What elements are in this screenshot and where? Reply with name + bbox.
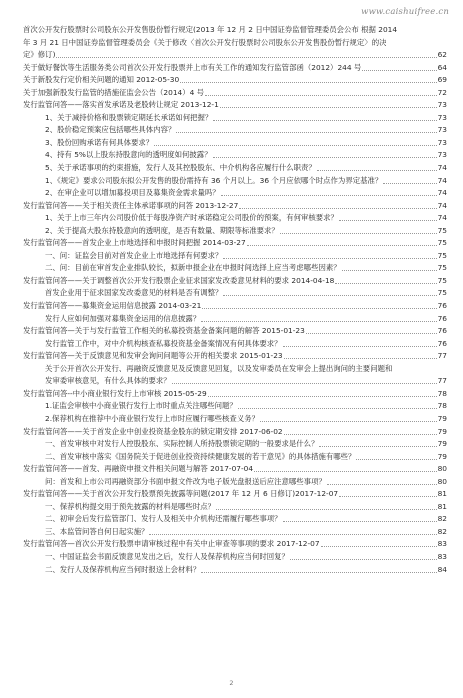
toc-entry-title: 发行监管问答——关于调整首次公开发行股票企业征求国家发改委意见材料的要求 2014-04-18 [23,275,335,285]
toc-dot-leader [335,275,436,284]
toc-entry[interactable] [23,300,447,313]
toc-dot-leader [221,187,437,196]
toc-page-number: 79 [437,439,447,449]
toc-dot-leader [56,49,436,58]
toc-dot-leader [205,87,437,96]
toc-dot-leader [327,476,437,485]
toc-entry-title: 发行监管问答——关于相关责任主体承诺事项的问答 2013-12-27 [23,200,239,210]
toc-page-number: 78 [437,401,447,411]
toc-entry[interactable] [23,237,447,250]
toc-dot-leader [317,162,437,171]
toc-page-number: 80 [437,464,447,474]
toc-entry-title: 2.保荐机构在推荐中小商业银行发行上市时应履行哪些核查义务？ [45,413,259,423]
toc-entry-title: 首发企业用于征求国家发改委意见的材料是否有调整？ [45,288,223,298]
toc-dot-leader [239,200,436,209]
toc-entry[interactable] [23,488,447,501]
toc-page-number: 74 [437,200,447,210]
toc-dot-leader [172,375,437,384]
toc-dot-leader [223,250,436,259]
toc-page-number: 81 [437,501,447,511]
toc-entry-title: 二、首发审核中落实《国务院关于促进创业投资持续健康发展的若干意见》的具体措施有哪些？ [45,451,356,461]
toc-entry[interactable] [23,262,447,275]
toc-entry-title: 发行监管工作中，对中介机构核查私募投资基金备案情况有何具体要求？ [45,338,282,348]
toc-dot-leader [180,74,436,83]
toc-entry-title: 关于加强新股发行监管的措施征监会公告（2014）4 号 [23,87,205,97]
toc-dot-leader [149,526,436,535]
toc-page-number: 84 [437,564,447,574]
toc-page-number: 75 [437,275,447,285]
toc-page-number: 74 [437,175,447,185]
toc-page-number: 80 [437,476,447,486]
toc-page-number: 77 [437,376,447,386]
toc-dot-leader [213,112,436,121]
toc-entry-title: 发行人应如何加强对募集资金运用的信息披露？ [45,313,201,323]
toc-entry-title: 首次公开发行股票时公司股东公开发售股份暂行规定(2013 年 12 月 2 日中国证券监督管理委员会公布 根据 2014 [23,25,398,34]
toc-entry-title: 发行监管问答--中小商业银行发行上市审核 2015-05-29 [23,388,207,398]
toc-entry-title: 一、问：证监会目前对首发企业上市地选择有何要求？ [45,250,223,260]
toc-dot-leader [290,551,437,560]
toc-entry-title: 1、关于减持价格和股票锁定期延长承诺如何把握？ [45,112,213,122]
toc-entry-text-line [23,363,447,376]
toc-entry[interactable] [23,388,447,401]
toc-entry-title: 二、问：目前在审首发企业排队较长，拟新申报企业在申报时间选择上应当考虑哪些因素？ [45,263,341,273]
toc-dot-leader [154,137,436,146]
toc-entry-title: 发行监管问答——关于首发企业中创业投资基金股东的锁定期安排 2017-06-02 [23,426,283,436]
toc-page-number: 75 [437,238,447,248]
toc-entry[interactable] [23,49,447,62]
toc-entry[interactable] [23,325,447,338]
toc-entry-title: 3、股份回购承诺有何具体要求？ [45,137,154,147]
toc-entry[interactable] [23,87,447,100]
toc-entry[interactable] [23,124,447,137]
site-logo: www.caishuifree.cn [361,7,449,17]
toc-entry[interactable] [23,551,447,564]
toc-dot-leader [202,300,436,309]
toc-entry-title: 定》修订) [23,50,56,60]
toc-entry-title: 二、初审会后发行监管部门、发行人及相关中介机构还需履行哪些事项？ [45,514,282,524]
toc-page-number: 74 [437,163,447,173]
page-number: 2 [229,679,234,687]
toc-dot-leader [321,538,437,547]
toc-entry-title: 一、保荐机构提交用于预先披露的材料是哪些时点？ [45,501,215,511]
toc-entry[interactable] [23,162,447,175]
toc-entry[interactable] [23,463,447,476]
toc-dot-leader [362,62,436,71]
toc-dot-leader [223,287,436,296]
toc-entry-title: 2、在审企业可以增加募投项目及募集资金需求量吗？ [45,188,220,198]
toc-dot-leader [339,212,437,221]
toc-dot-leader [254,463,437,472]
toc-entry[interactable] [23,538,447,551]
toc-entry[interactable] [23,451,447,464]
toc-entry[interactable] [23,413,447,426]
toc-page-number: 76 [437,301,447,311]
toc-entry-title: 4、持有 5%以上股东持股意向的透明度如何披露？ [45,150,212,160]
toc-page-number: 73 [437,150,447,160]
toc-entry[interactable] [23,313,447,326]
toc-page-number: 76 [437,313,447,323]
toc-entry[interactable] [23,250,447,263]
toc-entry-title: 关于新股发行定价相关问题的通知 2012-05-30 [23,75,180,85]
toc-dot-leader [284,426,437,435]
toc-page-number: 79 [437,413,447,423]
toc-entry-text-line [23,24,447,37]
toc-entry-title: 发行监管问答——首发企业上市地选择和申报时间把握 2014-03-27 [23,238,246,248]
toc-entry-title: 1.证监会审核中小商业银行发行上市时重点关注哪些问题？ [45,401,237,411]
toc-entry[interactable] [23,99,447,112]
toc-dot-leader [306,325,437,334]
toc-page-number: 82 [437,514,447,524]
toc-entry-title: 2、关于提高大股东持股意向的透明度，是否有数量、期限等标准要求？ [45,225,279,235]
toc-dot-leader [383,175,436,184]
page-header [0,0,463,24]
toc-page-number: 74 [437,188,447,198]
toc-entry[interactable] [23,137,447,150]
toc-page-number: 75 [437,263,447,273]
toc-dot-leader [280,225,437,234]
toc-entry[interactable] [23,74,447,87]
toc-page-number: 77 [437,351,447,361]
toc-entry-title: 发行监管问答——落实首发承诺及老股转让规定 2013-12-1 [23,100,219,110]
toc-dot-leader [216,501,437,510]
toc-dot-leader [260,413,437,422]
toc-entry[interactable] [23,112,447,125]
toc-page-number: 76 [437,326,447,336]
toc-dot-leader [208,388,437,397]
toc-page-number: 73 [437,100,447,110]
toc-dot-leader [201,564,436,573]
toc-dot-leader [339,488,436,497]
table-of-contents [23,24,447,576]
toc-entry-title: 问：首发和上市公司再融资部分书面申报文件改为电子版光盘报送后应注意哪些事项？ [45,476,326,486]
toc-entry[interactable] [23,200,447,213]
toc-dot-leader [201,313,436,322]
toc-dot-leader [283,338,437,347]
toc-entry[interactable] [23,187,447,200]
toc-entry-title: 发行监管问答——首发、再融资申报文件相关问题与解答 2017-07-04 [23,464,254,474]
toc-entry-title: 发行监管问答—首次公开发行股票申请审核过程中有关中止审查等事项的要求 2017-12-07 [23,539,320,549]
toc-entry-title: 一、中国证监会书面反馈意见发出之后，发行人及保荐机构应当何时回复？ [45,551,289,561]
toc-entry[interactable] [23,438,447,451]
toc-entry[interactable] [23,175,447,188]
toc-page-number: 78 [437,388,447,398]
toc-entry[interactable] [23,212,447,225]
toc-entry-title: 二、发行人及保荐机构应当何时报送上会材料？ [45,564,201,574]
toc-page-number: 73 [437,112,447,122]
toc-entry[interactable] [23,501,447,514]
toc-dot-leader [238,400,437,409]
toc-entry-title: 发行监管问答—关于与发行监管工作相关的私募投资基金备案问题的解答 2015-01-23 [23,326,305,336]
toc-entry[interactable] [23,526,447,539]
toc-page-number: 75 [437,288,447,298]
toc-entry-title: 发行监管问答—关于反馈意见和发审会询问问题等公开的相关要求 2015-01-23 [23,351,283,361]
toc-entry[interactable] [23,275,447,288]
toc-page-number: 83 [437,539,447,549]
toc-entry[interactable] [23,375,447,388]
toc-dot-leader [247,237,437,246]
toc-entry-title: 2、股价稳定预案应包括哪些具体内容？ [45,125,176,135]
toc-entry-title: 发行监管问答——关于首次公开发行股票预先披露等问题(2017 年 12 月 6 日修订)2017-12-07 [23,489,339,499]
toc-entry[interactable] [23,426,447,439]
toc-entry-title: 年 3 月 21 日中国证券监督管理委员会《关于修改〈首次公开发行股票时公司股东公开发售股份暂行规定〉的决 [23,37,387,47]
toc-page-number: 74 [437,213,447,223]
toc-entry-title: 1、关于上市三年内公司股价低于每股净资产时承诺稳定公司股价的预案，有何审核要求？ [45,213,338,223]
toc-dot-leader [356,451,436,460]
toc-entry-text-line [23,37,447,50]
toc-entry-title: 关于公开首次公开发行、再融资反馈意见及反馈意见回复，以及发审委员在发审会上提出询问的主要问题和 [45,363,393,373]
toc-page-number: 69 [437,75,447,85]
toc-page-number: 73 [437,137,447,147]
toc-entry[interactable] [23,513,447,526]
toc-dot-leader [342,262,437,271]
toc-page-number: 72 [437,87,447,97]
toc-entry[interactable] [23,350,447,363]
toc-entry[interactable] [23,62,447,75]
toc-page-number: 82 [437,526,447,536]
toc-page-number: 79 [437,426,447,436]
toc-entry[interactable] [23,287,447,300]
toc-entry[interactable] [23,400,447,413]
toc-entry-title: 5、关于承诺事项的约束措施，发行人及其控股股东、中介机构各应履行什么职责？ [45,163,316,173]
toc-page-number: 64 [437,62,447,72]
toc-entry-title: 关于做好餐饮等生活服务类公司首次公开发行股票并上市有关工作的通知发行监管部函（2012）244 号 [23,62,362,72]
toc-page-number: 62 [437,50,447,60]
toc-entry-title: 一、首发审核中对发行人控股股东、实际控制人所持股票锁定期的一般要求是什么？ [45,439,319,449]
toc-page-number: 81 [437,489,447,499]
toc-page-number: 83 [437,551,447,561]
toc-dot-leader [176,124,436,133]
toc-page-number: 75 [437,225,447,235]
toc-page-number: 79 [437,451,447,461]
toc-entry-title: 1、《规定》要求公司股东拟公开发售的股份需持有 36 个月以上。36 个月应依哪个时点作为界定基准？ [45,175,383,185]
toc-entry[interactable] [23,225,447,238]
toc-dot-leader [284,350,437,359]
toc-dot-leader [213,149,437,158]
toc-entry-title: 发行监管问答——募集资金运用信息披露 2014-03-21 [23,301,202,311]
toc-dot-leader [220,99,437,108]
toc-entry[interactable] [23,476,447,489]
toc-dot-leader [283,513,437,522]
toc-entry-title: 发审委审核意见，有什么具体的要求？ [45,376,171,386]
toc-entry[interactable] [23,338,447,351]
toc-page-number: 76 [437,338,447,348]
toc-page-number: 73 [437,125,447,135]
toc-entry[interactable] [23,149,447,162]
toc-dot-leader [319,438,436,447]
toc-entry-title: 三、本监管问答自何日起实施？ [45,526,149,536]
toc-page-number: 75 [437,250,447,260]
toc-entry[interactable] [23,564,447,577]
